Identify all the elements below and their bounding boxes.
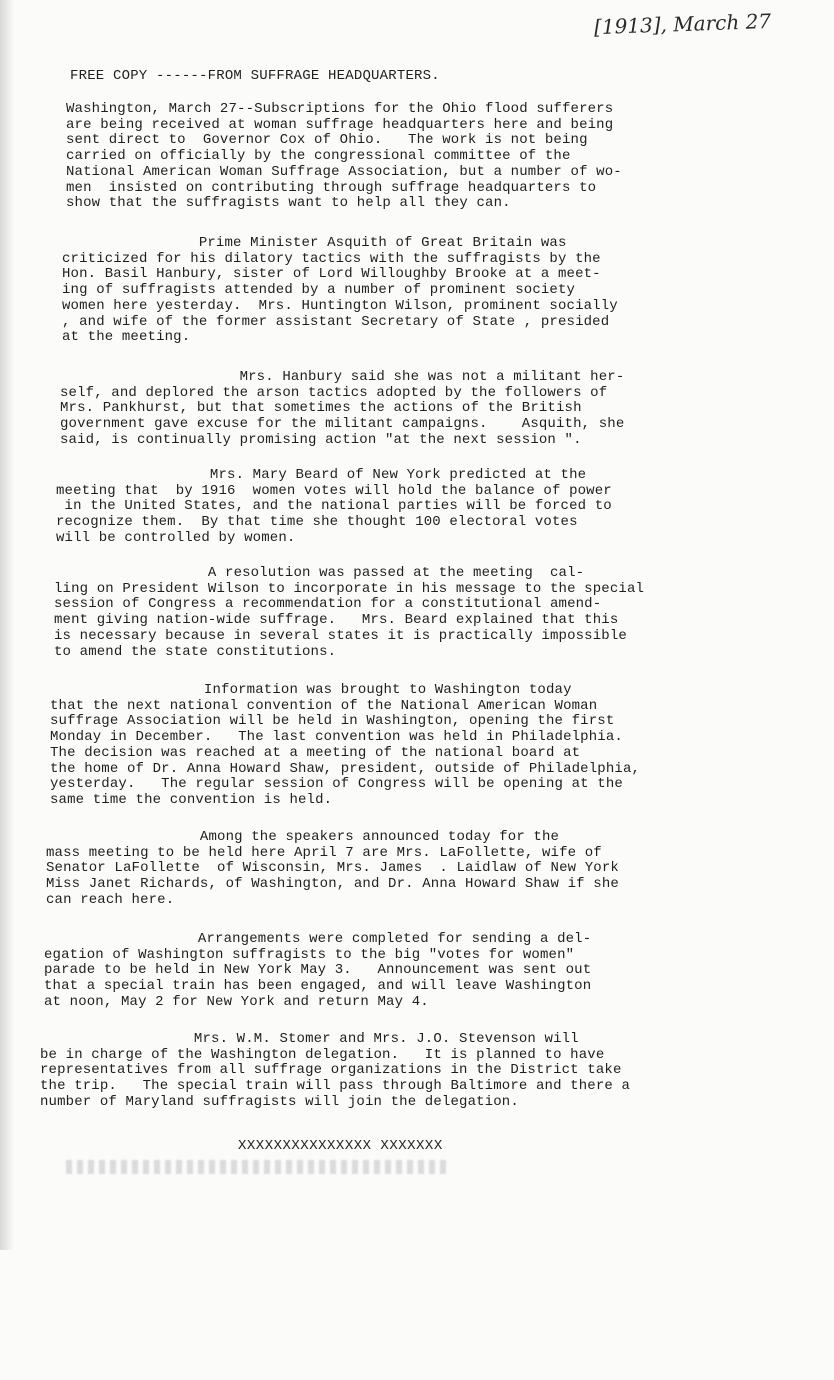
end-marker: XXXXXXXXXXXXXXX XXXXXXX (238, 1138, 443, 1154)
text-line: , and wife of the former assistant Secretary of State , presided (62, 313, 610, 330)
document-header: FREE COPY ------FROM SUFFRAGE HEADQUARTERS. (70, 68, 440, 84)
paragraph-hanbury (60, 370, 624, 449)
text-line: mass meeting to be held here April 7 are Mrs. LaFollette, wife of (46, 844, 602, 861)
text-line: ling on President Wilson to incorporate in his message to the special (54, 580, 645, 597)
text-line: that the next national convention of the National American Woman (50, 697, 598, 714)
handwritten-date-note: [1913], March 27 (593, 8, 772, 40)
text-line: representatives from all suffrage organizations in the District take (40, 1062, 622, 1079)
text-line: A resolution was passed at the meeting cal- (54, 565, 585, 581)
text-line: Mrs. Mary Beard of New York predicted at the (56, 467, 587, 483)
text-line: Mrs. Hanbury said she was not a militant her- (60, 369, 625, 385)
text-line: ment giving nation-wide suffrage. Mrs. Beard explained that this (54, 612, 619, 629)
scan-edge-shadow (0, 0, 14, 1250)
text-line: Among the speakers announced today for the (46, 829, 560, 845)
text-line: National American Woman Suffrage Association, but a number of wo- (66, 163, 622, 180)
text-line: is necessary because in several states it is practically impossible (54, 627, 627, 644)
text-line: said, is continually promising action "at the next session ". (60, 431, 582, 448)
text-line: Arrangements were completed for sending a del- (44, 931, 592, 947)
text-line: in the United States, and the national parties will be forced to (56, 498, 612, 515)
text-line: Washington, March 27--Subscriptions for the Ohio flood sufferers (66, 101, 614, 117)
faded-smudge (66, 1160, 446, 1174)
text-line: at noon, May 2 for New York and return May 4. (44, 993, 429, 1010)
text-line: to amend the state constitutions. (54, 643, 337, 660)
text-line: the home of Dr. Anna Howard Shaw, president, outside of Philadelphia, (50, 760, 641, 777)
text-line: Mrs. W.M. Stomer and Mrs. J.O. Stevenson will (40, 1031, 579, 1047)
text-line: are being received at woman suffrage headquarters here and being (66, 116, 614, 133)
text-line: criticized for his dilatory tactics with the suffragists by the (62, 250, 601, 267)
paragraph-convention (50, 683, 640, 809)
text-line: men insisted on contributing through suffrage headquarters to (66, 179, 597, 196)
text-line: Prime Minister Asquith of Great Britain was (62, 235, 567, 251)
paragraph-mary-beard (56, 468, 612, 547)
text-line: that a special train has been engaged, and will leave Washington (44, 978, 592, 995)
text-line: Hon. Basil Hanbury, sister of Lord Willoughby Brooke at a meet- (62, 266, 601, 283)
paragraph-parade (44, 932, 591, 1011)
text-line: The decision was reached at a meeting of the national board at (50, 744, 581, 761)
paragraph-delegation (40, 1032, 630, 1111)
paragraph-ohio-flood (66, 102, 622, 212)
paragraph-asquith (62, 236, 618, 346)
text-line: sent direct to Governor Cox of Ohio. The work is not being (66, 132, 588, 149)
text-line: self, and deplored the arson tactics adopted by the followers of (60, 384, 608, 401)
text-line: be in charge of the Washington delegation. It is planned to have (40, 1046, 605, 1063)
text-line: Mrs. Pankhurst, but that sometimes the actions of the British (60, 400, 582, 417)
text-line: meeting that by 1916 women votes will hold the balance of power (56, 482, 612, 499)
text-line: number of Maryland suffragists will join the delegation. (40, 1093, 519, 1110)
text-line: Senator LaFollette of Wisconsin, Mrs. James . Laidlaw of New York (46, 860, 619, 877)
text-line: yesterday. The regular session of Congress will be opening at the (50, 776, 623, 793)
text-line: can reach here. (46, 891, 175, 908)
text-line: carried on officially by the congressional committee of the (66, 148, 571, 165)
text-line: ing of suffragists attended by a number of prominent society (62, 282, 576, 299)
text-line: egation of Washington suffragists to the big "votes for women" (44, 946, 575, 963)
text-line: recognize them. By that time she thought 100 electoral votes (56, 514, 578, 531)
text-line: session of Congress a recommendation for a constitutional amend- (54, 596, 602, 613)
text-line: government gave excuse for the militant campaigns. Asquith, she (60, 416, 625, 433)
text-line: Information was brought to Washington today (50, 682, 572, 698)
text-line: the trip. The special train will pass through Baltimore and there a (40, 1078, 631, 1095)
paragraph-speakers (46, 830, 619, 909)
text-line: will be controlled by women. (56, 529, 296, 546)
text-line: parade to be held in New York May 3. Announcement was sent out (44, 962, 592, 979)
text-line: Miss Janet Richards, of Washington, and Dr. Anna Howard Shaw if she (46, 876, 619, 893)
text-line: suffrage Association will be held in Washington, opening the first (50, 713, 615, 730)
text-line: at the meeting. (62, 329, 191, 346)
text-line: Monday in December. The last convention was held in Philadelphia. (50, 729, 623, 746)
text-line: show that the suffragists want to help all they can. (66, 195, 511, 212)
paragraph-resolution (54, 566, 644, 660)
text-line: women here yesterday. Mrs. Huntington Wilson, prominent socially (62, 297, 618, 314)
text-line: same time the convention is held. (50, 791, 333, 808)
